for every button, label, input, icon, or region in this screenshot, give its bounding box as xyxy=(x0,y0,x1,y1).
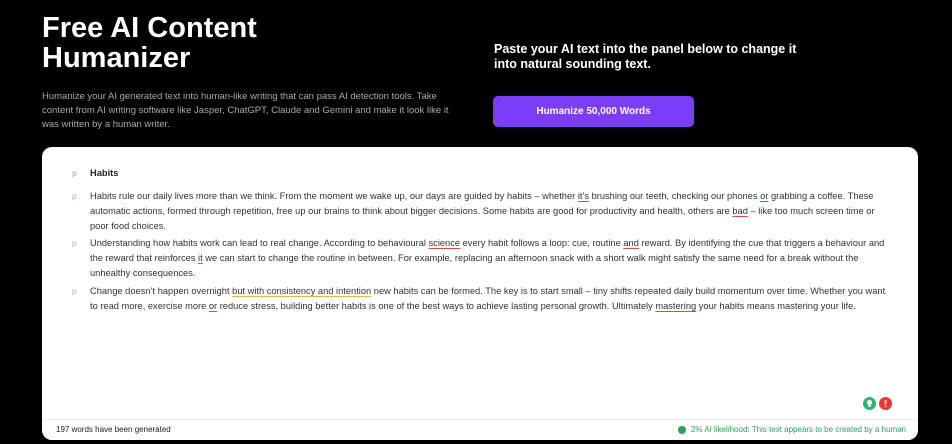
text-run: reduce stress, building better habits is one of the best ways to achieve lasting personal growth. Ultimately xyxy=(217,301,656,311)
text-run: brushing our teeth, checking our phones xyxy=(589,191,761,201)
ai-likelihood-text: 2% AI likelihood: This text appears to be created by a human xyxy=(690,425,906,434)
paragraph-marker: p xyxy=(72,169,77,178)
editor-heading: Habits xyxy=(90,168,119,178)
text-run: grabbing a coffee. These automatic actions, formed through repetition, free up our brains to think about bigger decisions. Some habits are good for productivity and health, others are xyxy=(90,191,874,216)
text-run: reward. By identifying the cue that triggers a behaviour and the reward that reinforces xyxy=(90,238,885,263)
spelling-suggestion-underline: science xyxy=(428,238,461,248)
text-run: Understanding how habits work can lead to real change. According to behavioural xyxy=(90,238,429,248)
style-suggestion-underline: but with consistency and intention xyxy=(232,286,372,296)
paragraph-marker: p xyxy=(72,192,77,201)
hero-description: Humanize your AI generated text into human-like writing that can pass AI detection tools. Take content from AI writing software like Jasper, ChatGPT, Claude and Gemini and make it look like it was written by a human writer. xyxy=(42,91,449,130)
spelling-suggestion-underline: bad xyxy=(732,206,748,216)
text-run: every habit follows a loop: cue, routine xyxy=(460,238,624,248)
cta-text: Paste your AI text into the panel below to change it into natural sounding text. xyxy=(494,42,797,71)
editor-heading-block[interactable] xyxy=(72,166,890,181)
word-count: 197 words have been generated xyxy=(56,425,171,434)
text-run: Habits rule our daily lives more than we think. From the moment we wake up, our days are guided by habits – whether xyxy=(90,191,578,201)
editor-paragraph[interactable] xyxy=(72,236,890,281)
text-run: Change doesn’t happen overnight xyxy=(90,286,233,296)
paragraph-marker: p xyxy=(72,239,77,248)
editor-footer xyxy=(42,419,918,440)
paragraph-text xyxy=(90,191,875,231)
humanize-button[interactable]: Humanize 50,000 Words xyxy=(493,96,694,127)
editor-paragraph[interactable] xyxy=(72,189,890,234)
spelling-suggestion-underline: it xyxy=(198,253,203,263)
paragraph-text xyxy=(90,286,885,311)
alert-icon[interactable] xyxy=(879,397,892,410)
text-run: new habits can be formed. The key is to start small – tiny shifts repeated daily build momentum over time. Whether you want to read more, exercise more xyxy=(90,286,886,311)
text-run: we can start to change the routine in between. For example, replacing an afternoon snack with a short walk might satisfy the same need for a break without the unhealthy consequences. xyxy=(90,253,859,278)
editor-tool-icons xyxy=(863,397,892,410)
paragraph-text xyxy=(90,238,884,278)
ai-likelihood-status xyxy=(678,425,906,434)
spelling-suggestion-underline: and xyxy=(623,238,639,248)
spelling-suggestion-underline: it’s xyxy=(577,191,590,201)
editor-panel xyxy=(42,147,918,440)
check-icon xyxy=(678,426,686,434)
text-run: your habits means mastering your life. xyxy=(696,301,856,311)
editor-paragraph[interactable] xyxy=(72,284,890,314)
lightbulb-icon[interactable] xyxy=(863,397,876,410)
spelling-suggestion-underline: mastering xyxy=(655,301,697,311)
spelling-suggestion-underline: or xyxy=(208,301,218,311)
text-run: – like too much screen time or poor food choices. xyxy=(90,206,875,231)
page-title: Free AI Content Humanizer xyxy=(42,12,257,74)
spelling-suggestion-underline: or xyxy=(760,191,769,201)
paragraph-marker: p xyxy=(72,287,77,296)
